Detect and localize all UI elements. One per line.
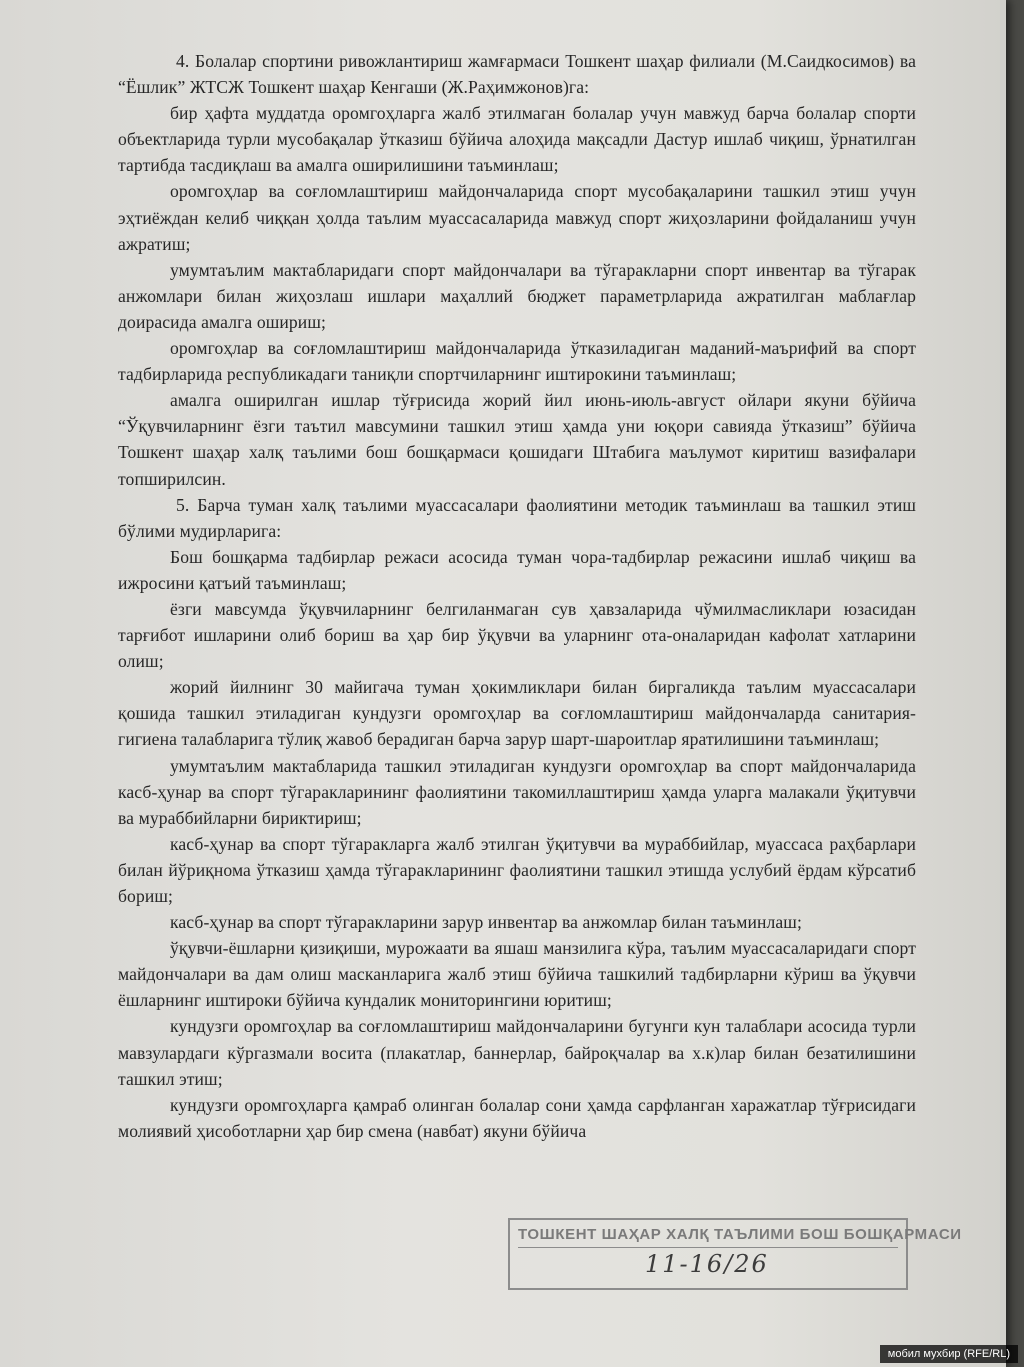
paragraph: умумтаълим мактабларида ташкил этиладиган кундузги оромгоҳлар ва спорт майдончаларида касб-ҳунар ва спорт тўгаракларининг фаолиятини такомиллаштириш ҳамда уларга малакали ўқитувчи ва мураббийларни бириктириш;: [118, 755, 916, 828]
document-body: [118, 48, 916, 1144]
paragraph: умумтаълим мактабларидаги спорт майдончалари ва тўгаракларни спорт инвентар ва тўгарак анжомлари билан жиҳозлаш ишлари маҳаллий бюджет параметрларида ажратилган маблағлар доирасида амалга ошириш;: [118, 259, 916, 332]
paragraph: оромгоҳлар ва соғломлаштириш майдончаларида ўтказиладиган маданий-маърифий ва спорт тадбирларида республикадаги таниқли спортчиларнинг иштирокини таъминлаш;: [118, 338, 916, 385]
paragraph: бир ҳафта муддатда оромгоҳларга жалб этилмаган болалар учун мавжуд барча болалар спорти объектларида турли мусобақалар ўтказиш бўйича алоҳида мақсадли Дастур ишлаб чиқиш, ўрнатилган тартибда тасдиқлаш ва амалга оширилишини таъминлаш;: [118, 103, 916, 176]
paragraph: жорий йилнинг 30 майигача туман ҳокимликлари билан биргаликда таълим муассасалари қошида ташкил этиладиган кундузги оромгоҳлар ва соғломлаштириш майдончаларда санитария-гигиена талабларига тўлиқ жавоб берадиган барча зарур шарт-шароитлар яратилишини таъминлаш;: [118, 677, 916, 750]
paragraph: кундузги оромгоҳлар ва соғломлаштириш майдончаларини бугунги кун талаблари асосида турли мавзулардаги кўргазмали восита (плакатлар, баннерлар, байроқчалар ва х.к)лар билан безатилишини ташкил этиш;: [118, 1016, 916, 1089]
paragraph: амалга оширилган ишлар тўғрисида жорий йил июнь-июль-август ойлари якуни бўйича “Ўқувчиларнинг ёзги таътил мавсумини ташкил этиш ҳамда уни юқори савияда ўтказиш” бўйича Тошкент шаҳар халқ таълими бош бошқармаси қошидаги Штабига маълумот киритиш вазифалари топширилсин.: [118, 390, 916, 489]
paragraph: ёзги мавсумда ўқувчиларнинг белгиланмаган сув ҳавзаларида чўмилмасликлари юзасидан тарғибот ишларини олиб бориш ва ҳар бир ўқувчи ва уларнинг ота-оналаридан кафолат хатларини олиш;: [118, 598, 916, 672]
paragraph: кундузги оромгоҳларга қамраб олинган болалар сони ҳамда сарфланган харажатлар тўғрисидаги молиявий ҳисоботларни ҳар бир смена (навбат) якуни бўйича: [118, 1094, 916, 1141]
paragraph: Бош бошқарма тадбирлар режаси асосида туман чора-тадбирлар режасини ишлаб чиқиш ва ижросини қатъий таъминлаш;: [118, 546, 916, 593]
registration-stamp: [508, 1218, 962, 1290]
photo-credit: мобил мухбир (RFE/RL): [880, 1345, 1018, 1363]
stamp-handwritten-number: 11-16/26: [645, 1250, 769, 1278]
paragraph: ўқувчи-ёшларни қизиқиши, мурожаати ва яшаш манзилига кўра, таълим муассасаларидаги спорт майдончалари ва дам олиш масканларига жалб этиш бўйича ташкилий тадбирларни кўриш ва ўқувчи ёшларнинг иштироки бўйича кундалик мониторингини юритиш;: [118, 938, 916, 1011]
paragraph-item-5: 5. Барча туман халқ таълими муассасалари фаолиятини методик таъминлаш ва ташкил этиш бўлими мудирларига:: [118, 494, 916, 541]
paragraph: касб-ҳунар ва спорт тўгаракларга жалб этилган ўқитувчи ва мураббийлар, муассаса раҳбарлари билан йўриқнома ўтказиш ҳамда тўгаракларининг фаолиятини ташкил этишда услубий ёрдам кўрсатиб бориш;: [118, 833, 916, 906]
paragraph: оромгоҳлар ва соғломлаштириш майдончаларида спорт мусобақаларини ташкил этиш учун эҳтиёждан келиб чиққан ҳолда таълим муассасаларида мавжуд спорт жиҳозларини фойдаланиш учун ажратиш;: [118, 181, 916, 254]
paragraph: касб-ҳунар ва спорт тўгаракларини зарур инвентар ва анжомлар билан таъминлаш;: [170, 912, 802, 933]
paragraph-item-4: 4. Болалар спортини ривожлантириш жамғармаси Тошкент шаҳар филиали (М.Саидкосимов) ва “Ёшлик” ЖТСЖ Тошкент шаҳар Кенгаши (Ж.Раҳимжонов)га:: [118, 51, 916, 98]
stamp-header: ТОШКЕНТ ШАҲАР ХАЛҚ ТАЪЛИМИ БОШ БОШҚАРМАСИ: [518, 1226, 898, 1248]
